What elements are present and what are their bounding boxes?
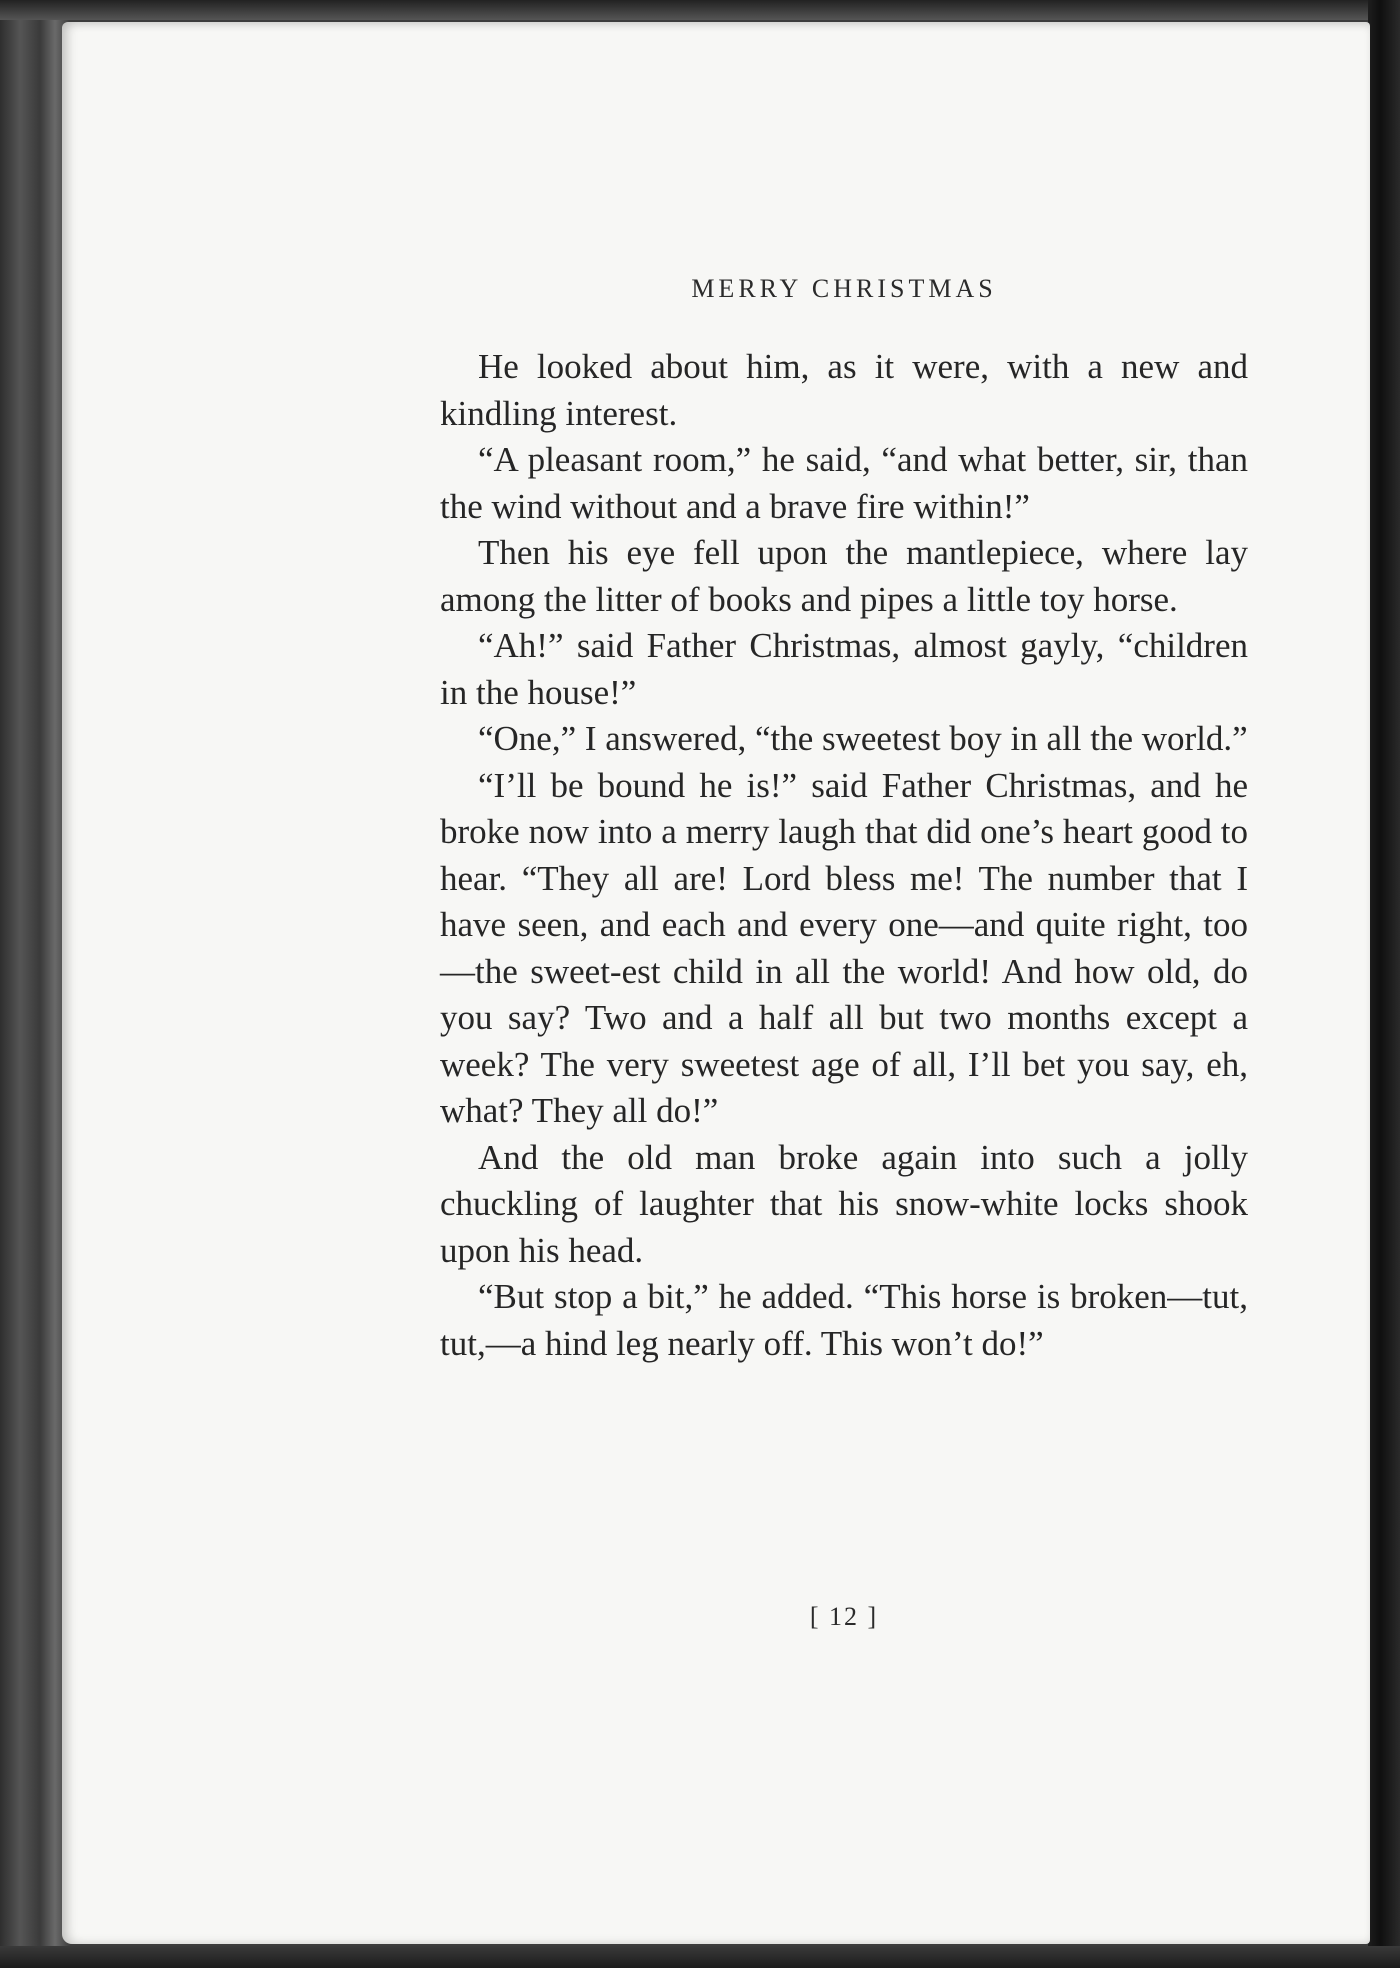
- paragraph: “Ah!” said Father Christmas, almost gayly, “children in the house!”: [440, 626, 1248, 712]
- page-number: [ 12 ]: [809, 1602, 879, 1631]
- paragraph: He looked about him, as it were, with a new and kindling interest.: [440, 347, 1248, 433]
- book-binding-edge: [1368, 0, 1400, 1968]
- scan-bottom-edge: [0, 1946, 1400, 1968]
- paragraph: “But stop a bit,” he added. “This horse is broken—tut, tut,—a hind leg nearly off. This won’t do!”: [440, 1277, 1248, 1363]
- scan-top-edge: [0, 0, 1400, 20]
- paragraph: “One,” I answered, “the sweetest boy in all the world.”: [478, 719, 1248, 758]
- running-head: MERRY CHRISTMAS: [691, 274, 997, 303]
- paragraph: Then his eye fell upon the mantlepiece, where lay among the litter of books and pipes a little toy horse.: [440, 533, 1248, 619]
- book-page: [62, 22, 1370, 1944]
- paragraph: “A pleasant room,” he said, “and what better, sir, than the wind without and a brave fire within!”: [440, 440, 1248, 526]
- paragraph: “I’ll be bound he is!” said Father Christmas, and he broke now into a merry laugh that did one’s heart good to hear. “They all are! Lord bless me! The number that I have seen, and each and every one—and quite right, too—the sweet-est child in all the world! And how old, do you say? Two and a half all but two months except a week? The very sweetest age of all, I’ll bet you say, eh, what? They all do!”: [440, 765, 1248, 1130]
- body-text: [440, 344, 1248, 1367]
- paragraph: And the old man broke again into such a jolly chuckling of laughter that his snow-white locks shook upon his head.: [440, 1137, 1248, 1270]
